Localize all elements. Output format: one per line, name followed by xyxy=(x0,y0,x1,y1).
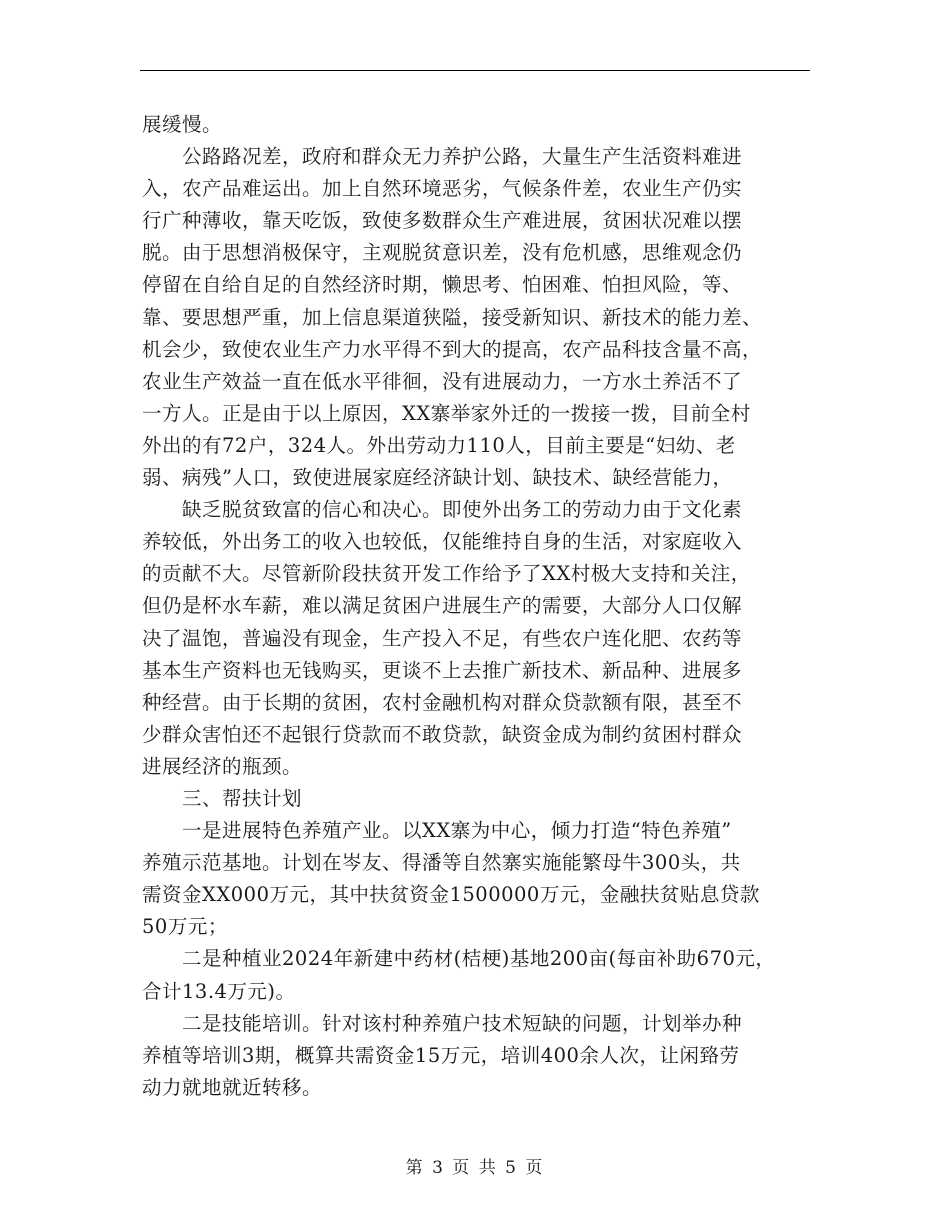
header-rule xyxy=(140,70,810,71)
text-line: 基本生产资料也无钱购买，更谈不上去推广新技术、新品种、进展多 xyxy=(142,658,743,682)
page-number-footer: 第 3 页 共 5 页 xyxy=(405,1158,545,1178)
text-line: 展缓慢。 xyxy=(142,113,223,136)
text-line: 的贡献不大。尽管新阶段扶贫开发工作给予了XX村极大支持和关注， xyxy=(142,562,751,586)
text-line: 行广种薄收，靠天吃饭，致使多数群众生产难进展，贫困状况难以摆 xyxy=(142,209,743,233)
document-body xyxy=(142,109,832,1104)
text-line: 缺乏脱贫致富的信心和决心。即使外出务工的劳动力由于文化素 xyxy=(142,498,743,522)
text-line: 靠、要思想严重，加上信息渠道狭隘，接受新知识、新技术的能力差、 xyxy=(142,305,763,329)
text-line: 公路路况差，政府和群众无力养护公路，大量生产生活资料难进 xyxy=(142,145,743,169)
text-line: 但仍是杯水车薪，难以满足贫困户进展生产的需要，大部分人口仅解 xyxy=(142,594,743,618)
text-line: 动力就地就近转移。 xyxy=(142,1075,323,1099)
text-line: 弱、病残”人口，致使进展家庭经济缺计划、缺技术、缺经营能力， xyxy=(142,466,733,490)
text-line: 养植等培训3期，概算共需资金15万元，培训400余人次，让闲臵劳 xyxy=(142,1043,740,1067)
section-heading: 三、帮扶计划 xyxy=(142,786,303,810)
text-line: 二是种植业2024年新建中药材(桔梗)基地200亩(每亩补助670元， xyxy=(142,947,776,971)
text-line: 入，农产品难运出。加上自然环境恶劣，气候条件差，农业生产仍实 xyxy=(142,177,743,201)
text-line: 一是进展特色养殖产业。以XX寨为中心，倾力打造“特色养殖” xyxy=(142,819,732,843)
text-line: 种经营。由于长期的贫困，农村金融机构对群众贷款额有限，甚至不 xyxy=(142,690,743,714)
text-line: 50万元； xyxy=(142,915,228,939)
text-line: 一方人。正是由于以上原因，XX寨举家外迁的一拨接一拨，目前全村 xyxy=(142,401,751,425)
text-line: 停留在自给自足的自然经济时期，懒思考、怕困难、怕担风险，等、 xyxy=(142,273,743,297)
text-line: 农业生产效益一直在低水平徘徊，没有进展动力，一方水土养活不了 xyxy=(142,369,743,393)
text-line: 决了温饱，普遍没有现金，生产投入不足，有些农户连化肥、农药等 xyxy=(142,626,743,650)
text-line: 需资金XX000万元，其中扶贫资金1500000万元，金融扶贫贴息贷款 xyxy=(142,883,760,907)
text-line: 外出的有72户，324人。外出劳动力110人，目前主要是“妇幼、老 xyxy=(142,433,736,457)
text-line: 养殖示范基地。计划在岑友、得潘等自然寨实施能繁母牛300头，共 xyxy=(142,851,741,875)
text-line: 机会少，致使农业生产力水平得不到大的提高，农产品科技含量不高， xyxy=(142,337,763,361)
text-line: 养较低，外出务工的收入也较低，仅能维持自身的生活，对家庭收入 xyxy=(142,530,743,554)
text-line: 脱。由于思想消极保守，主观脱贫意识差，没有危机感，思维观念仍 xyxy=(142,241,743,265)
text-line: 二是技能培训。针对该村种养殖户技术短缺的问题，计划举办种 xyxy=(142,1011,743,1035)
text-line: 少群众害怕还不起银行贷款而不敢贷款，缺资金成为制约贫困村群众 xyxy=(142,722,743,746)
text-line: 进展经济的瓶颈。 xyxy=(142,754,303,778)
text-line: 合计13.4万元)。 xyxy=(142,979,296,1003)
